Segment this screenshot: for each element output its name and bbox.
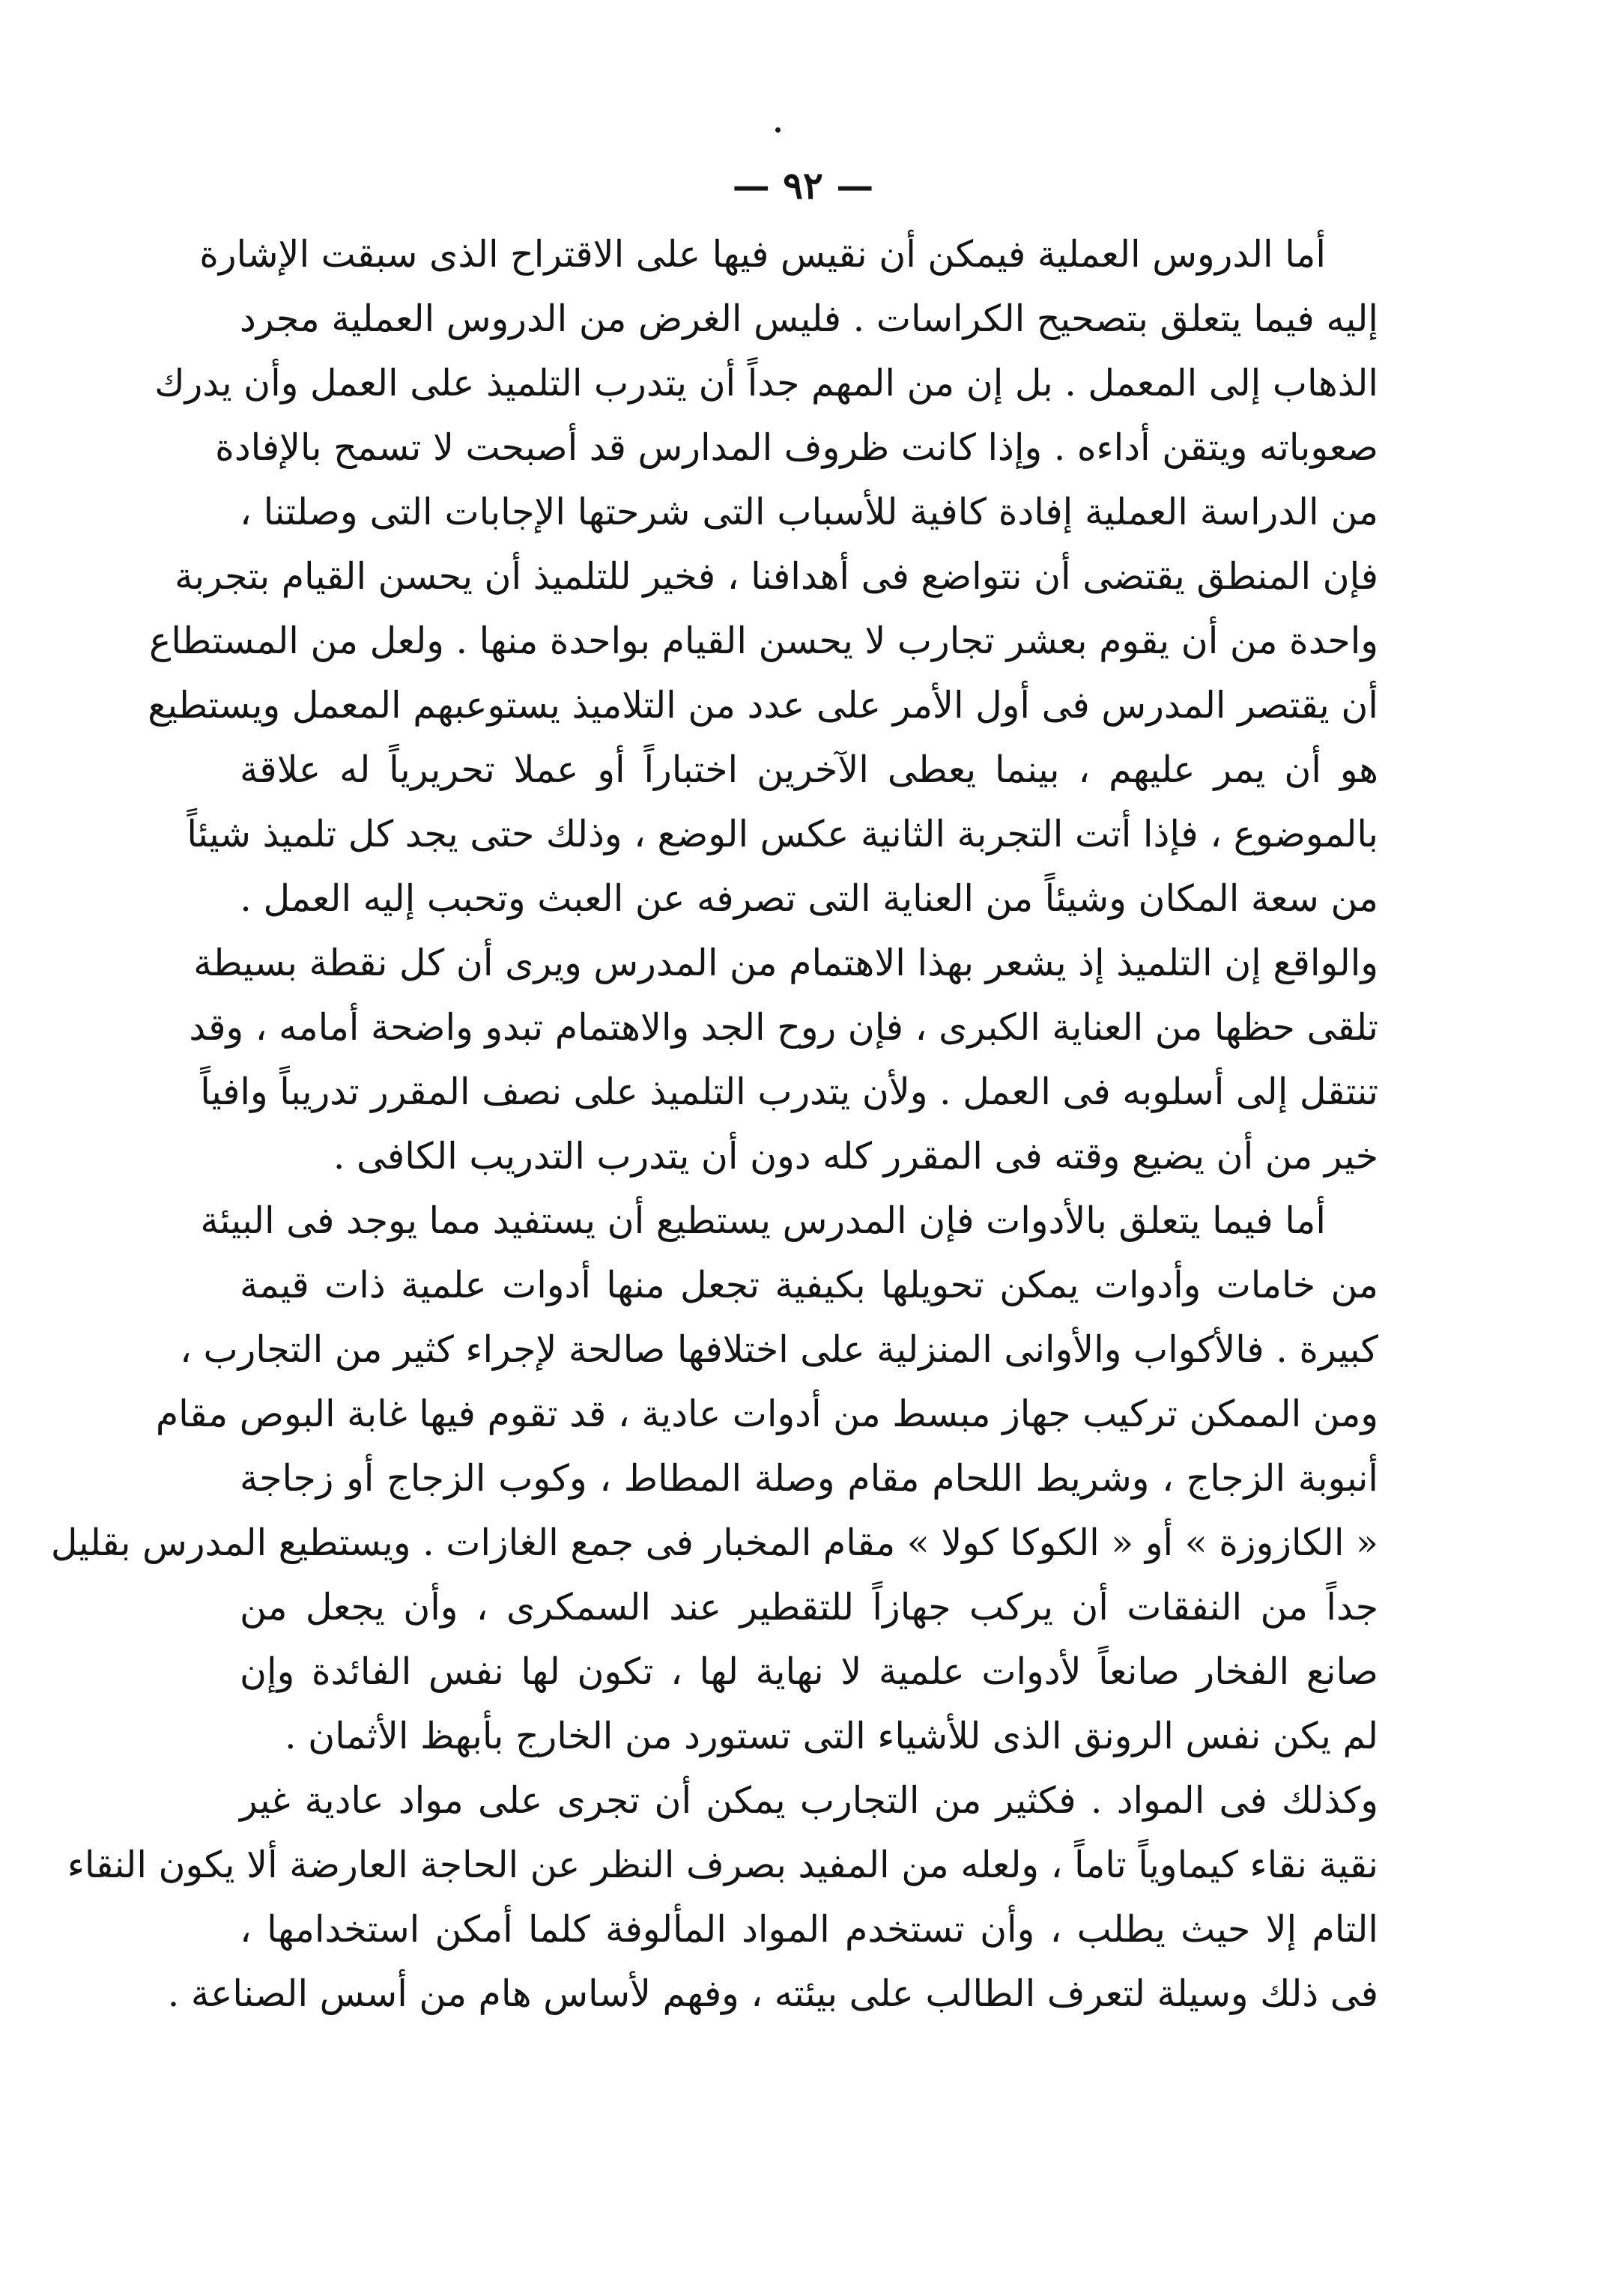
text-line: الذهاب إلى المعمل . بل إن من المهم جداً أن يتدرب التلميذ على العمل وأن يدرك: [154, 362, 1378, 405]
text-line: أما الدروس العملية فيمكن أن نقيس فيها على الاقتراح الذى سبقت الإشارة: [199, 233, 1326, 276]
text-line: كبيرة . فالأكواب والأوانى المنزلية على اختلافها صالحة لإجراء كثير من التجارب ،: [180, 1328, 1378, 1371]
text-line: صعوباته ويتقن أداءه . وإذا كانت ظروف المدارس قد أصبحت لا تسمح بالإفادة: [215, 426, 1378, 469]
text-line: جداً من النفقات أن يركب جهازاً للتقطير عند السمكرى ، وأن يجعل من: [240, 1586, 1378, 1629]
text-line: أنبوبة الزجاج ، وشريط اللحام مقام وصلة المطاط ، وكوب الزجاج أو زجاجة: [240, 1457, 1378, 1500]
text-line: وكذلك فى المواد . فكثير من التجارب يمكن أن تجرى على مواد عادية غير: [240, 1779, 1378, 1822]
text-line: « الكازوزة » أو « الكوكا كولا » مقام المخبار فى جمع الغازات . ويستطيع المدرس بقليل: [50, 1521, 1378, 1564]
text-line: من الدراسة العملية إفادة كافية للأسباب التى شرحتها الإجابات التى وصلتنا ،: [240, 491, 1378, 533]
text-line: أن يقتصر المدرس فى أول الأمر على عدد من التلاميذ يستوعبهم المعمل ويستطيع: [148, 684, 1378, 727]
text-line: التام إلا حيث يطلب ، وأن تستخدم المواد المألوفة كلما أمكن استخدامها ،: [240, 1908, 1378, 1951]
text-line: فإن المنطق يقتضى أن نتواضع فى أهدافنا ، فخير للتلميذ أن يحسن القيام بتجربة: [175, 555, 1378, 598]
body-text: [50, 222, 1378, 2026]
text-line: نقية نقاء كيماوياً تاماً ، ولعله من المفيد بصرف النظر عن الحاجة العارضة ألا يكون النقاء: [67, 1844, 1378, 1886]
text-line: من خامات وأدوات يمكن تحويلها بكيفية تجعل منها أدوات علمية ذات قيمة: [240, 1264, 1378, 1306]
page-number: — ٩٢ —: [732, 163, 874, 208]
text-line: خير من أن يضيع وقته فى المقرر كله دون أن يتدرب التدريب الكافى .: [333, 1135, 1378, 1178]
text-line: أما فيما يتعلق بالأدوات فإن المدرس يستطيع أن يستفيد مما يوجد فى البيئة: [200, 1199, 1326, 1242]
text-line: من سعة المكان وشيئاً من العناية التى تصرفه عن العبث وتحبب إليه العمل .: [240, 877, 1378, 920]
ink-dot: [775, 127, 781, 133]
text-line: صانع الفخار صانعاً لأدوات علمية لا نهاية لها ، تكون لها نفس الفائدة وإن: [240, 1650, 1378, 1693]
text-line: فى ذلك وسيلة لتعرف الطالب على بيئته ، وفهم لأساس هام من أسس الصناعة .: [167, 1972, 1378, 2015]
text-line: إليه فيما يتعلق بتصحيح الكراسات . فليس الغرض من الدروس العملية مجرد: [240, 297, 1378, 340]
text-line: بالموضوع ، فإذا أتت التجربة الثانية عكس الوضع ، وذلك حتى يجد كل تلميذ شيئاً: [187, 813, 1378, 855]
text-line: واحدة من أن يقوم بعشر تجارب لا يحسن القيام بواحدة منها . ولعل من المستطاع: [149, 620, 1378, 662]
text-line: تنتقل إلى أسلوبه فى العمل . ولأن يتدرب التلميذ على نصف المقرر تدريباً وافياً: [200, 1070, 1378, 1113]
text-line: ومن الممكن تركيب جهاز مبسط من أدوات عادية ، قد تقوم فيها غابة البوص مقام: [155, 1393, 1378, 1435]
text-line: لم يكن نفس الرونق الذى للأشياء التى تستورد من الخارج بأبهظ الأثمان .: [284, 1715, 1378, 1757]
text-line: تلقى حظها من العناية الكبرى ، فإن روح الجد والاهتمام تبدو واضحة أمامه ، وقد: [189, 1006, 1378, 1049]
text-line: هو أن يمر عليهم ، بينما يعطى الآخرين اختباراً أو عملا تحريرياً له علاقة: [240, 748, 1378, 791]
text-line: والواقع إن التلميذ إذ يشعر بهذا الاهتمام من المدرس ويرى أن كل نقطة بسيطة: [193, 942, 1378, 984]
